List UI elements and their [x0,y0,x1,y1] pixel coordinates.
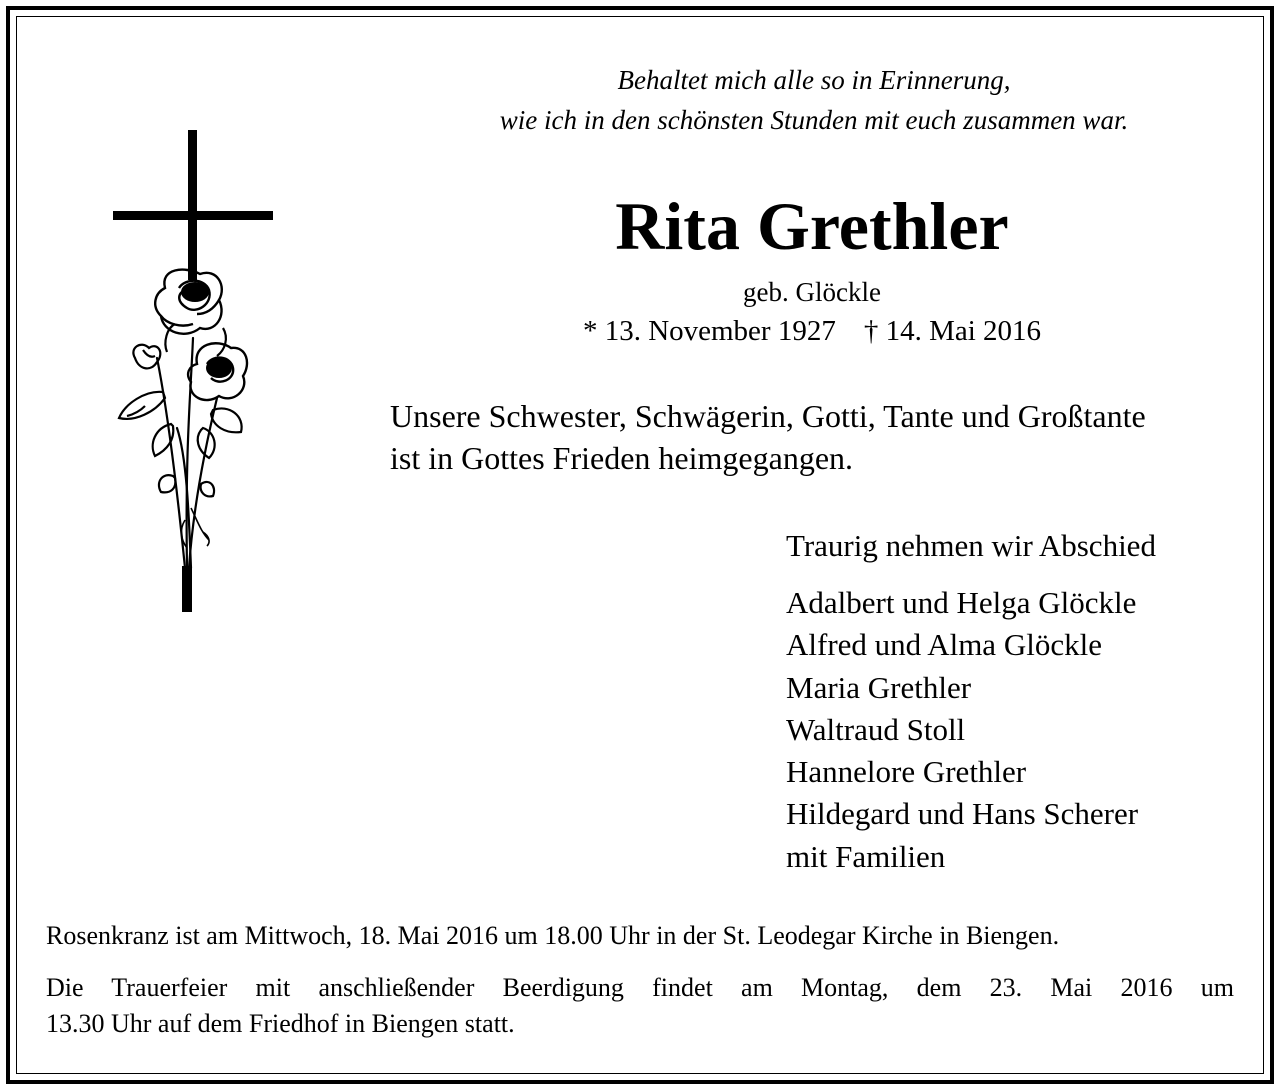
motto-line-1: Behaltet mich alle so in Erinnerung, [617,65,1011,95]
mourner-item: Hildegard und Hans Scherer [786,796,1139,832]
deceased-name: Rita Grethler [615,188,1009,264]
rosary-info: Rosenkranz ist am Mittwoch, 18. Mai 2016 um 18.00 Uhr in der St. Leodegar Kirche in Biengen. [46,921,1060,950]
cross-with-roses-icon [105,128,285,618]
motto-quote [380,60,1248,140]
mourner-item: Maria Grethler [786,669,972,705]
mourner-item: mit Familien [786,838,946,874]
message-line-1: Unsere Schwester, Schwägerin, Gotti, Tante und Großtante [390,398,1146,434]
announcement-message [390,395,1250,479]
birth-name: geb. Glöckle [743,277,881,307]
mourners-list [786,582,1138,878]
mourner-item: Alfred und Alma Glöckle [786,627,1102,663]
message-line-2: ist in Gottes Frieden heimgegangen. [390,440,854,476]
motto-line-2: wie ich in den schönsten Stunden mit euch zusammen war. [499,105,1129,135]
mourner-item: Waltraud Stoll [786,711,966,747]
life-dates [400,313,1224,349]
funeral-line-2: 13.30 Uhr auf dem Friedhof in Biengen statt. [46,1009,515,1038]
death-date: † 14. Mai 2016 [863,315,1042,347]
birth-date: * 13. November 1927 [582,315,836,347]
funeral-info [46,970,1234,1042]
mourner-item: Adalbert und Helga Glöckle [786,585,1137,620]
mourner-item: Hannelore Grethler [786,754,1027,790]
funeral-line-1: Die Trauerfeier mit anschließender Beerdigung findet am Montag, dem 23. Mai 2016 um [46,973,1234,1002]
farewell-heading: Traurig nehmen wir Abschied [786,528,1156,563]
